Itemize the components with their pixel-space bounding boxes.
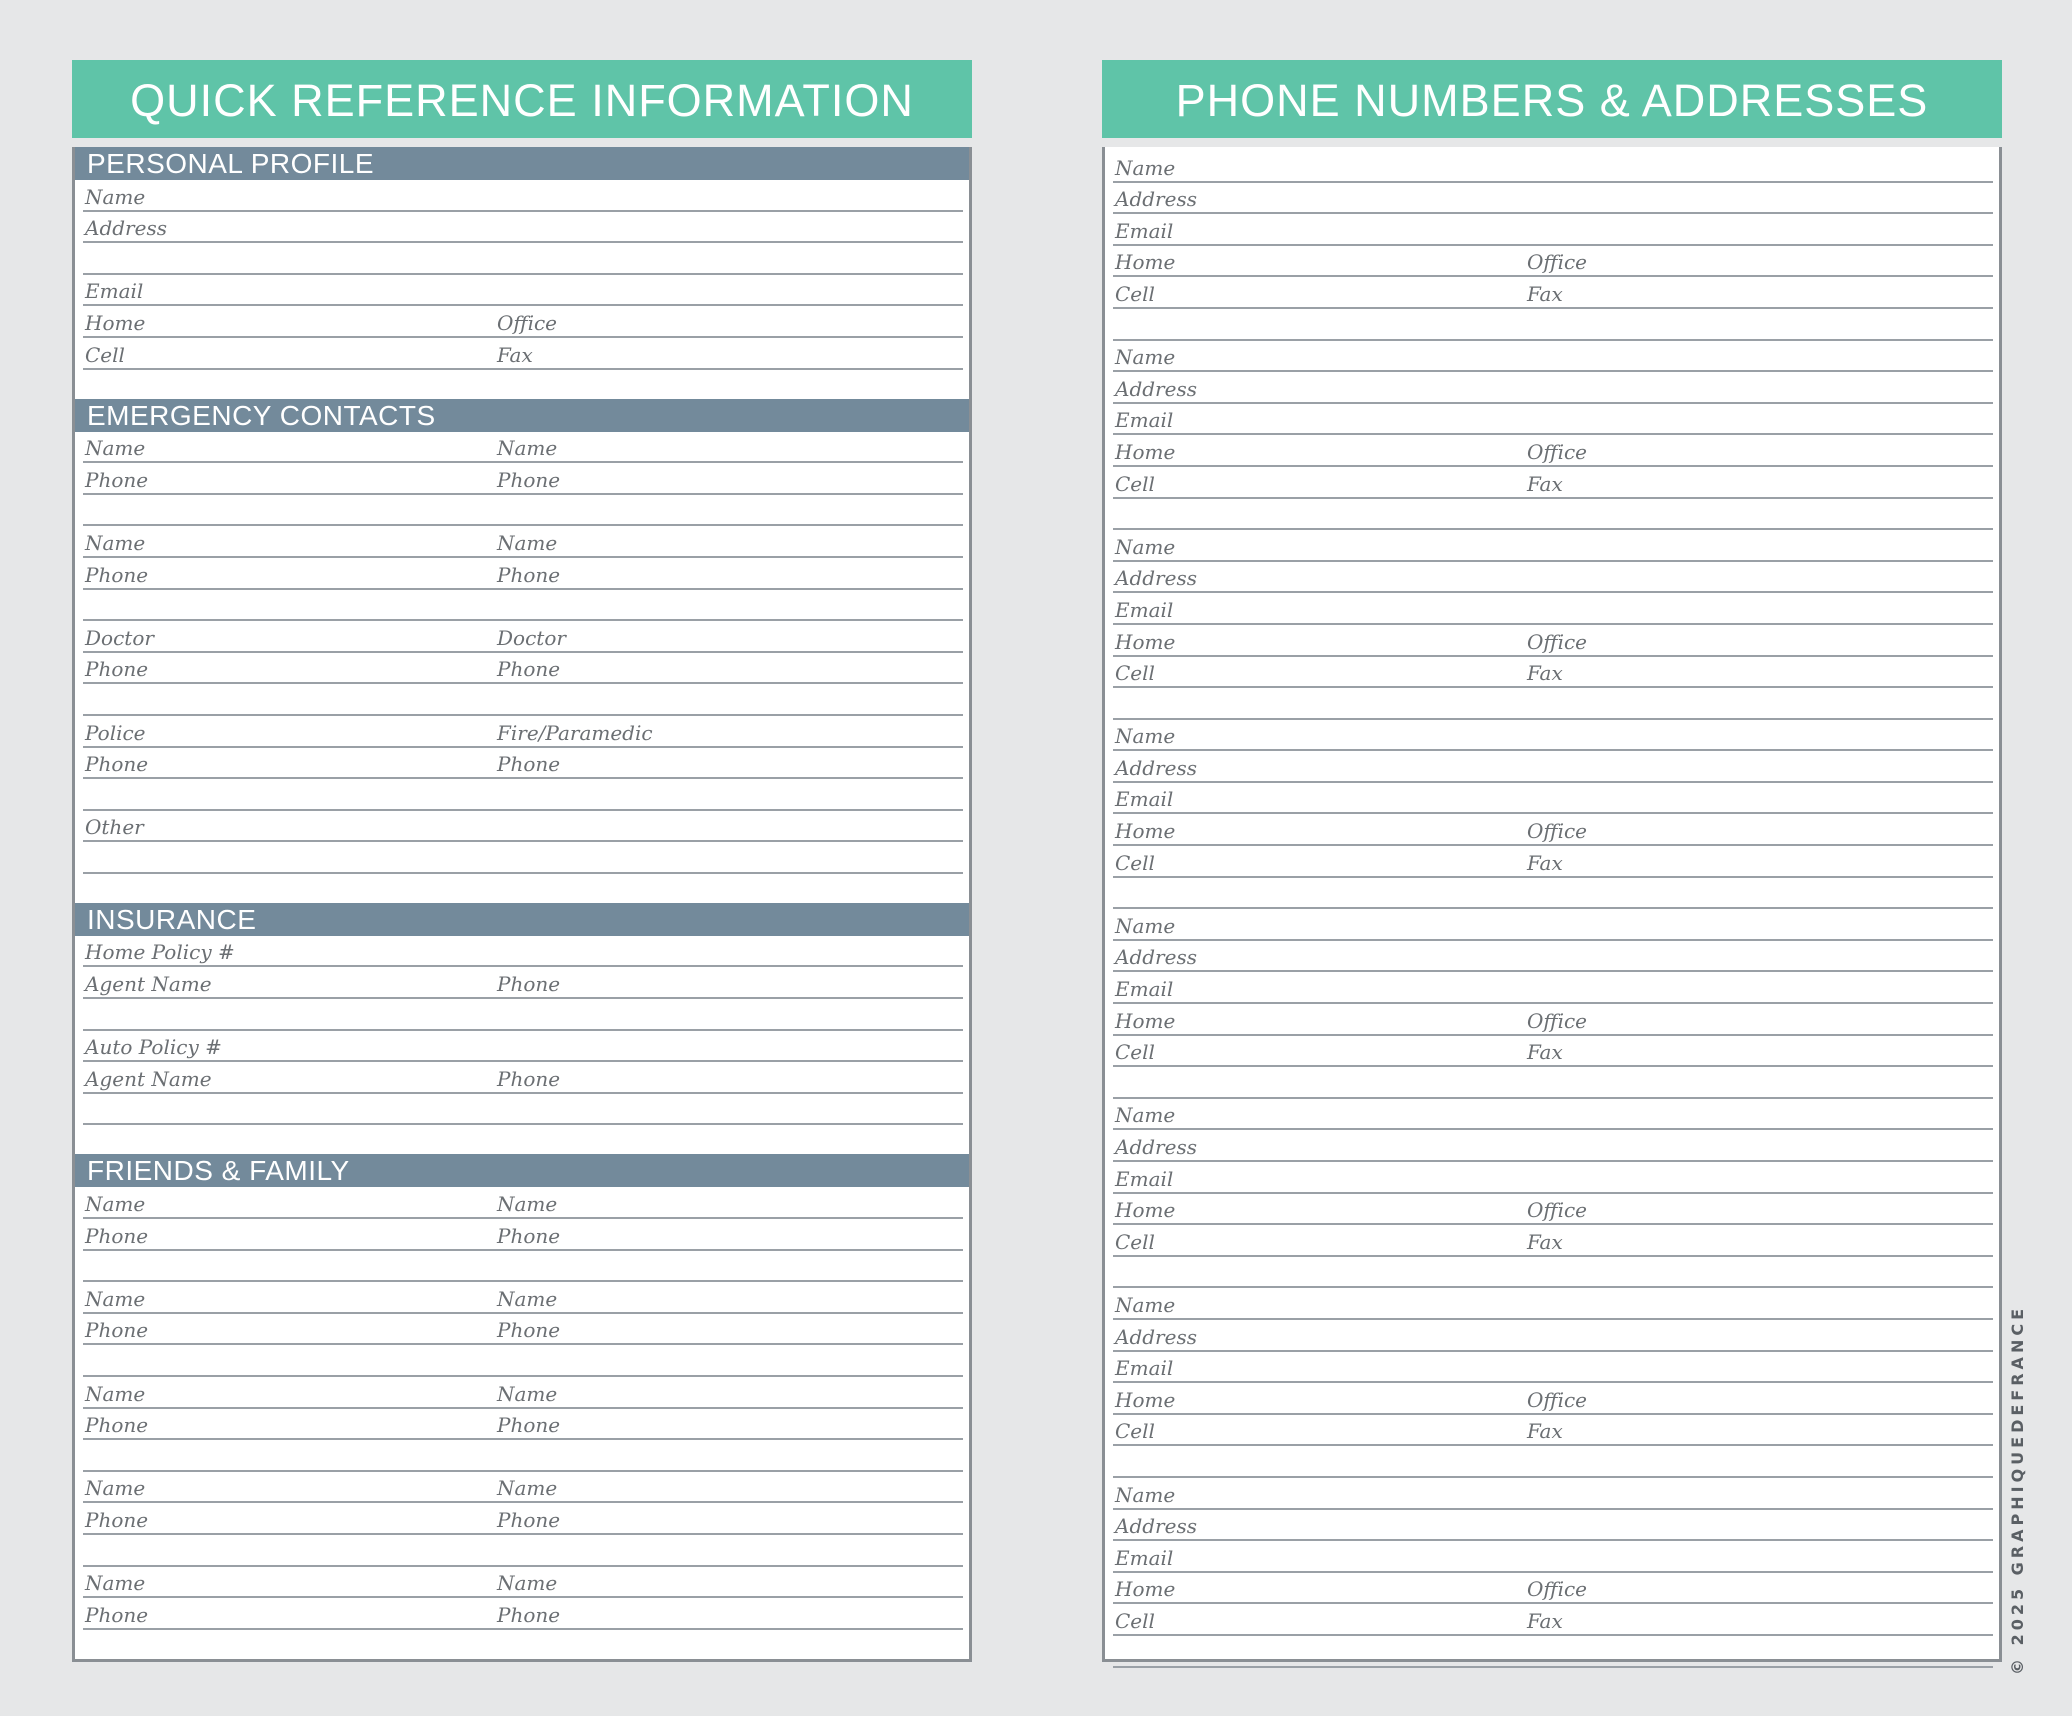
entry-email-label: Email (1115, 1356, 1174, 1381)
copyright-text: © 2025 GRAPHIQUEDEFRANCE (2008, 1304, 2027, 1675)
insurance-blank-row[interactable] (83, 1094, 963, 1126)
police-fire-phone-row[interactable] (83, 748, 963, 780)
address-entry-row[interactable] (1113, 1478, 1993, 1510)
address-entry-row[interactable] (1113, 1225, 1993, 1257)
address-entry-row[interactable] (1113, 1004, 1993, 1036)
friend-name-label: Name (85, 1192, 146, 1217)
address-entry-blank-row[interactable] (1113, 1257, 1993, 1289)
address-entry-row[interactable] (1113, 151, 1993, 183)
doctor-phone-label: Phone (85, 657, 149, 682)
profile-home-row[interactable] (83, 306, 963, 338)
insurance-blank-row[interactable] (83, 999, 963, 1031)
entry-office-label: Office (1527, 1198, 1587, 1223)
address-entry-row[interactable] (1113, 1130, 1993, 1162)
address-entry-row[interactable] (1113, 1194, 1993, 1226)
friend-phone-label: Phone (497, 1602, 561, 1627)
agent-phone-label: Phone (497, 972, 561, 997)
friend-blank-row[interactable] (83, 1345, 963, 1377)
home-policy-row[interactable] (83, 936, 963, 968)
other-label: Other (85, 815, 144, 840)
entry-fax-label: Fax (1527, 661, 1563, 686)
entry-email-label: Email (1115, 977, 1174, 1002)
police-label: Police (85, 720, 146, 745)
profile-cell-row[interactable] (83, 338, 963, 370)
profile-address-row[interactable] (83, 212, 963, 244)
friends-family-header: FRIENDS & FAMILY (75, 1154, 969, 1187)
entry-cell-label: Cell (1115, 850, 1155, 875)
entry-home-label: Home (1115, 629, 1176, 654)
entry-name-label: Name (1115, 345, 1176, 370)
profile-name-row[interactable] (83, 180, 963, 212)
entry-cell-label: Cell (1115, 1608, 1155, 1633)
emergency-name-label: Name (85, 436, 146, 461)
entry-fax-label: Fax (1527, 1040, 1563, 1065)
emergency-phone-row[interactable] (83, 558, 963, 590)
entry-name-label: Name (1115, 1482, 1176, 1507)
doctor-label: Doctor (497, 625, 566, 650)
entry-email-label: Email (1115, 1545, 1174, 1570)
entry-address-label: Address (1115, 1135, 1197, 1159)
address-entry-blank-row[interactable] (1113, 499, 1993, 531)
friend-name-label: Name (85, 1381, 146, 1406)
emergency-phone-label: Phone (497, 467, 561, 492)
emergency-blank-row[interactable] (83, 495, 963, 527)
agent-phone-label: Phone (497, 1066, 561, 1091)
address-entry-row[interactable] (1113, 246, 1993, 278)
entry-office-label: Office (1527, 439, 1587, 464)
friend-phone-row[interactable] (83, 1314, 963, 1346)
entry-office-label: Office (1527, 1387, 1587, 1412)
address-entry-row[interactable] (1113, 404, 1993, 436)
entry-home-label: Home (1115, 1008, 1176, 1033)
address-entry-row[interactable] (1113, 1036, 1993, 1068)
entry-home-label: Home (1115, 819, 1176, 844)
entry-address-label: Address (1115, 187, 1197, 212)
address-entry-row[interactable] (1113, 625, 1993, 657)
friend-name-row[interactable] (83, 1472, 963, 1504)
address-entry-row[interactable] (1113, 183, 1993, 215)
emergency-blank-row[interactable] (83, 590, 963, 622)
friend-phone-label: Phone (497, 1223, 561, 1248)
home-agent-row[interactable] (83, 967, 963, 999)
address-entry-row[interactable] (1113, 846, 1993, 878)
other-line-2[interactable] (83, 842, 963, 874)
address-entry-row[interactable] (1113, 530, 1993, 562)
address-entry-row[interactable] (1113, 1320, 1993, 1352)
address-entry-row[interactable] (1113, 435, 1993, 467)
quick-reference-form (72, 147, 972, 1662)
friend-name-label: Name (85, 1571, 146, 1596)
personal-profile-header: PERSONAL PROFILE (75, 147, 969, 180)
friend-phone-row[interactable] (83, 1503, 963, 1535)
friend-phone-label: Phone (497, 1413, 561, 1438)
emergency-phone-label: Phone (497, 562, 561, 587)
entry-name-label: Name (1115, 913, 1176, 938)
friend-phone-label: Phone (85, 1413, 149, 1438)
section-gap (83, 370, 963, 399)
address-entry-blank-row[interactable] (1113, 878, 1993, 910)
entry-home-label: Home (1115, 439, 1176, 464)
entry-address-label: Address (1115, 1324, 1197, 1349)
address-entry-row[interactable] (1113, 562, 1993, 594)
address-entry-row[interactable] (1113, 1604, 1993, 1636)
entry-address-label: Address (1115, 755, 1197, 780)
insurance-header: INSURANCE (75, 903, 969, 936)
profile-cell-label: Cell (85, 342, 125, 367)
profile-address-label: Address (85, 216, 167, 241)
police-fire-row[interactable] (83, 716, 963, 748)
entry-email-label: Email (1115, 597, 1174, 622)
profile-email-row[interactable] (83, 275, 963, 307)
entry-address-label: Address (1115, 376, 1197, 401)
entry-cell-label: Cell (1115, 281, 1155, 306)
friend-phone-label: Phone (85, 1318, 149, 1343)
emergency-name-label: Name (497, 530, 558, 555)
entry-office-label: Office (1527, 250, 1587, 275)
doctor-phone-row[interactable] (83, 653, 963, 685)
phone-numbers-title: PHONE NUMBERS & ADDRESSES (1102, 60, 2002, 138)
section-gap (83, 1125, 963, 1154)
emergency-blank-row[interactable] (83, 779, 963, 811)
entry-home-label: Home (1115, 250, 1176, 275)
entry-cell-label: Cell (1115, 1040, 1155, 1065)
friend-name-label: Name (497, 1286, 558, 1311)
address-entry-blank-row[interactable] (1113, 309, 1993, 341)
entry-cell-label: Cell (1115, 661, 1155, 686)
profile-email-label: Email (85, 279, 144, 304)
entry-cell-label: Cell (1115, 1419, 1155, 1444)
address-entry-row[interactable] (1113, 341, 1993, 373)
address-entry-row[interactable] (1113, 1510, 1993, 1542)
entry-office-label: Office (1527, 1577, 1587, 1602)
address-entry-row[interactable] (1113, 909, 1993, 941)
entry-name-label: Name (1115, 724, 1176, 749)
entry-cell-label: Cell (1115, 1229, 1155, 1254)
friend-name-label: Name (85, 1476, 146, 1501)
address-entry-row[interactable] (1113, 372, 1993, 404)
friend-name-row[interactable] (83, 1377, 963, 1409)
police-phone-label: Phone (85, 752, 149, 777)
address-entry-row[interactable] (1113, 751, 1993, 783)
address-entry-row[interactable] (1113, 1162, 1993, 1194)
friend-phone-label: Phone (85, 1223, 149, 1248)
home-policy-label: Home Policy # (85, 940, 235, 965)
friend-name-row[interactable] (83, 1187, 963, 1219)
emergency-name-row[interactable] (83, 432, 963, 464)
entry-address-label: Address (1115, 1514, 1197, 1539)
address-entry-row[interactable] (1113, 972, 1993, 1004)
entry-email-label: Email (1115, 408, 1174, 433)
address-entry-row[interactable] (1113, 720, 1993, 752)
address-entry-row[interactable] (1113, 783, 1993, 815)
entry-fax-label: Fax (1527, 850, 1563, 875)
entry-name-label: Name (1115, 1103, 1176, 1128)
phone-numbers-page (1102, 60, 2002, 1662)
emergency-phone-row[interactable] (83, 463, 963, 495)
emergency-name-label: Name (497, 436, 558, 461)
entry-office-label: Office (1527, 819, 1587, 844)
friend-name-label: Name (85, 1286, 146, 1311)
quick-reference-title: QUICK REFERENCE INFORMATION (72, 60, 972, 138)
address-entry-row[interactable] (1113, 1383, 1993, 1415)
address-entry-row[interactable] (1113, 277, 1993, 309)
entry-name-label: Name (1115, 1292, 1176, 1317)
entry-fax-label: Fax (1527, 1419, 1563, 1444)
friend-name-label: Name (497, 1192, 558, 1217)
emergency-name-label: Name (85, 530, 146, 555)
fire-phone-label: Phone (497, 752, 561, 777)
address-entry-row[interactable] (1113, 214, 1993, 246)
entry-name-label: Name (1115, 534, 1176, 559)
entry-address-label: Address (1115, 945, 1197, 970)
entry-home-label: Home (1115, 1198, 1176, 1223)
auto-agent-row[interactable] (83, 1062, 963, 1094)
profile-address-line-2[interactable] (83, 243, 963, 275)
profile-fax-label: Fax (497, 342, 533, 367)
entry-fax-label: Fax (1527, 1229, 1563, 1254)
address-entry-row[interactable] (1113, 1541, 1993, 1573)
friend-name-label: Name (497, 1476, 558, 1501)
friend-phone-label: Phone (497, 1507, 561, 1532)
friend-blank-row[interactable] (83, 1535, 963, 1567)
emergency-contacts-header: EMERGENCY CONTACTS (75, 399, 969, 432)
entry-name-label: Name (1115, 155, 1176, 180)
address-entry-row[interactable] (1113, 1288, 1993, 1320)
address-entry-blank-row[interactable] (1113, 1636, 1993, 1668)
address-entry-row[interactable] (1113, 657, 1993, 689)
agent-name-label: Agent Name (85, 972, 212, 997)
friend-name-row[interactable] (83, 1282, 963, 1314)
friend-name-row[interactable] (83, 1567, 963, 1599)
address-entry-blank-row[interactable] (1113, 688, 1993, 720)
entry-cell-label: Cell (1115, 471, 1155, 496)
entry-fax-label: Fax (1527, 281, 1563, 306)
address-book-form (1102, 147, 2002, 1662)
doctor-phone-label: Phone (497, 657, 561, 682)
entry-office-label: Office (1527, 1008, 1587, 1033)
entry-fax-label: Fax (1527, 471, 1563, 496)
entry-email-label: Email (1115, 787, 1174, 812)
address-entry-blank-row[interactable] (1113, 1446, 1993, 1478)
emergency-phone-label: Phone (85, 562, 149, 587)
friend-blank-row[interactable] (83, 1440, 963, 1472)
friend-name-label: Name (497, 1381, 558, 1406)
friend-name-label: Name (497, 1571, 558, 1596)
doctor-label: Doctor (85, 625, 154, 650)
entry-office-label: Office (1527, 629, 1587, 654)
emergency-phone-label: Phone (85, 467, 149, 492)
other-row[interactable] (83, 811, 963, 843)
profile-home-label: Home (85, 310, 146, 335)
friend-blank-row[interactable] (83, 1251, 963, 1283)
address-entry-row[interactable] (1113, 1415, 1993, 1447)
friend-phone-label: Phone (85, 1602, 149, 1627)
emergency-blank-row[interactable] (83, 684, 963, 716)
entry-address-label: Address (1115, 566, 1197, 591)
entry-fax-label: Fax (1527, 1608, 1563, 1633)
address-entry-row[interactable] (1113, 1352, 1993, 1384)
entry-email-label: Email (1115, 218, 1174, 243)
friend-phone-row[interactable] (83, 1598, 963, 1630)
auto-policy-row[interactable] (83, 1031, 963, 1063)
address-entry-row[interactable] (1113, 467, 1993, 499)
agent-name-label: Agent Name (85, 1066, 212, 1091)
address-entry-row[interactable] (1113, 1099, 1993, 1131)
entry-email-label: Email (1115, 1166, 1174, 1191)
address-entry-row[interactable] (1113, 1573, 1993, 1605)
entry-home-label: Home (1115, 1387, 1176, 1412)
doctor-row[interactable] (83, 621, 963, 653)
address-entry-blank-row[interactable] (1113, 1067, 1993, 1099)
address-entry-row[interactable] (1113, 593, 1993, 625)
section-gap (83, 874, 963, 903)
friend-phone-label: Phone (85, 1507, 149, 1532)
auto-policy-label: Auto Policy # (85, 1035, 222, 1060)
friend-phone-row[interactable] (83, 1409, 963, 1441)
profile-office-label: Office (497, 310, 557, 335)
emergency-name-row[interactable] (83, 526, 963, 558)
quick-reference-page (72, 60, 972, 1662)
friend-phone-row[interactable] (83, 1219, 963, 1251)
friend-phone-label: Phone (497, 1318, 561, 1343)
fire-paramedic-label: Fire/Paramedic (497, 720, 653, 745)
profile-name-label: Name (85, 184, 146, 209)
entry-home-label: Home (1115, 1577, 1176, 1602)
address-entry-row[interactable] (1113, 941, 1993, 973)
address-entry-row[interactable] (1113, 814, 1993, 846)
